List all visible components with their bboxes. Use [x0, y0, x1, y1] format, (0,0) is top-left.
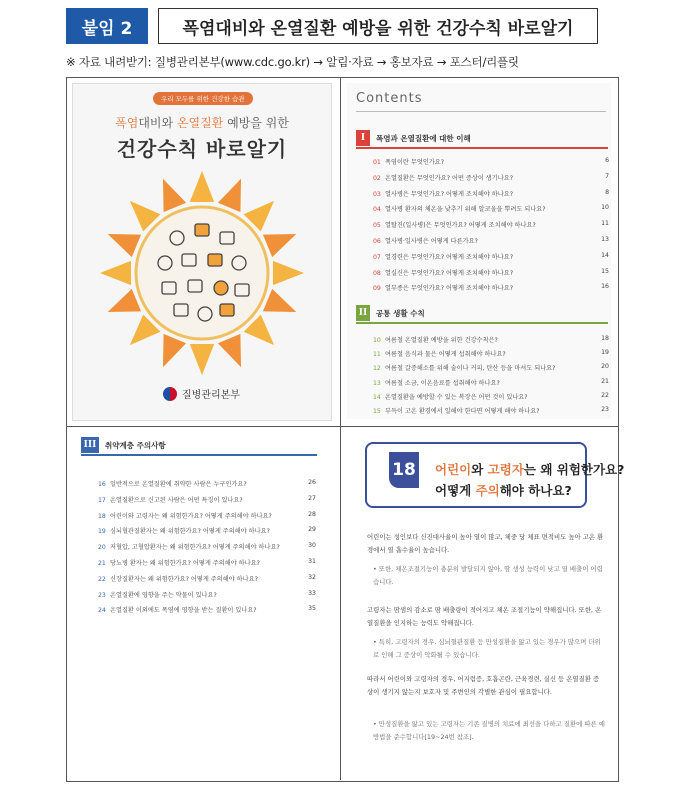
- toc-item: [98, 590, 334, 599]
- section3-label: 취약계층 주의사항: [105, 440, 166, 450]
- toc-item-number: 03: [373, 190, 381, 198]
- toc-item-page: 30: [308, 542, 316, 550]
- toc-item-title: 폭염이란 무엇인가요?: [385, 159, 445, 166]
- question-line1: [435, 460, 624, 478]
- toc-item-title: 여름철 온열질환 예방을 위한 건강수칙은?: [385, 337, 498, 344]
- toc-item-title: 열사병 환자의 체온을 낮추기 위해 알코올을 뿌려도 되나요?: [385, 206, 546, 214]
- section2-label: 공통 생활 수칙: [376, 308, 425, 318]
- toc-item-title: 열경련은 무엇인가요? 어떻게 조치해야 하나요?: [385, 253, 513, 261]
- toc-item-page: 18: [601, 335, 609, 342]
- toc-item-title: 온열질환을 예방할 수 있는 복장은 어떤 것이 있나요?: [385, 393, 528, 401]
- toc-item: [373, 157, 609, 166]
- q-caution: 주의: [475, 483, 500, 498]
- section1-label: 폭염과 온열질환에 대한 이해: [376, 133, 471, 143]
- toc-item: [373, 283, 609, 292]
- sun-ray: [163, 334, 186, 367]
- toc-item-number: 23: [98, 591, 106, 599]
- toc-item-title: 어린이와 고령자는 왜 위험한가요? 어떻게 주의해야 하나요?: [110, 512, 272, 520]
- cover-sub-plain2: 예방을 위한: [223, 116, 289, 130]
- toc-item-title: 여름철 음식과 물은 어떻게 섭취해야 하나요?: [385, 351, 506, 359]
- toc-item: [373, 189, 609, 198]
- toc-item-number: 17: [98, 496, 106, 504]
- toc-item-title: 저혈압, 고혈압환자는 왜 위험한가요? 어떻게 주의해야 하나요?: [110, 544, 280, 552]
- sun-ray: [263, 234, 296, 257]
- toc-item-title: 온열질환은 무엇인가요? 어떤 증상이 생기나요?: [385, 174, 513, 182]
- toc-item-title: 일반적으로 온열질환에 취약한 사람은 누구인가요?: [110, 481, 247, 488]
- toc-item-page: 6: [605, 157, 609, 164]
- toc-item-page: 32: [308, 573, 316, 581]
- toc-item-number: 04: [373, 206, 381, 214]
- paragraph-2: • 또한, 체온조절기능이 충분히 발달되지 않아, 땀 생성 능력이 낮고 열 배출이 어렵습니다.: [373, 565, 603, 586]
- horizontal-divider: [66, 426, 618, 427]
- toc-item: [373, 220, 609, 229]
- contents-page-2: [72, 432, 334, 615]
- sun-ray: [273, 261, 304, 285]
- toc-item-title: 열실신은 무엇인가요? 어떻게 조치해야 하나요?: [385, 269, 513, 277]
- toc-item-page: 23: [601, 406, 609, 413]
- toc-item: [98, 479, 334, 488]
- toc-item: [98, 574, 334, 583]
- toc-item-number: 12: [373, 365, 381, 373]
- toc-item-title: 온열질환 이외에도 폭염에 영향을 받는 질환이 있나요?: [110, 607, 257, 615]
- question-line2: [435, 481, 572, 499]
- toc-item-title: 당뇨병 환자는 왜 위험한가요? 어떻게 주의해야 하나요?: [110, 560, 260, 567]
- toc-item-title: 신장질환자는 왜 위험한가요? 어떻게 주의해야 하나요?: [110, 575, 258, 583]
- cover-sub-plain1: 대비와: [138, 116, 177, 130]
- sun-illustration-icon: [97, 168, 307, 378]
- toc-item-page: 28: [308, 510, 316, 518]
- paragraph-4: • 특히, 고령자의 경우, 심뇌혈관질환 등 만성질환을 앓고 있는 경우가 많으며 더위로 인해 그 증상이 악화될 수 있습니다.: [373, 638, 601, 659]
- toc-item-title: 열사병은 무엇인가요? 어떻게 조치해야 하나요?: [385, 190, 513, 198]
- toc-item: [98, 558, 334, 567]
- detail-page: [347, 432, 625, 774]
- toc-item-number: 07: [373, 253, 381, 261]
- toc-item-page: 27: [308, 494, 316, 502]
- cover-pill: 우리 모두를 위한 건강한 습관: [153, 92, 253, 105]
- toc-item-number: 16: [98, 481, 106, 488]
- sun-ray: [108, 234, 141, 257]
- download-path: ※ 자료 내려받기: 질병관리본부(www.cdc.go.kr) → 알림·자료 → 홍보자료 → 포스터/리플릿: [66, 55, 519, 69]
- toc-item: [373, 236, 609, 245]
- toc-item-title: 열부종은 무엇인가요? 어떻게 조치해야 하나요?: [385, 285, 513, 293]
- toc-item-number: 13: [373, 379, 381, 387]
- toc-item-page: 33: [308, 589, 316, 597]
- section2-heading: [356, 305, 425, 321]
- q-elderly: 고령자: [487, 462, 524, 477]
- toc-item-title: 온열질환으로 신고된 사람은 어떤 특징이 있나요?: [110, 496, 243, 504]
- q-children: 어린이: [435, 462, 472, 477]
- sun-ray: [108, 289, 141, 312]
- contents-rule: [356, 111, 606, 112]
- kcdc-logo-icon: [163, 387, 177, 401]
- toc-item-page: 13: [601, 236, 609, 243]
- toc-item: [373, 406, 609, 415]
- toc-item-number: 18: [98, 512, 106, 520]
- summer-item-doodle: [195, 224, 209, 236]
- toc-item-number: 06: [373, 238, 381, 245]
- toc-item-page: 16: [601, 283, 609, 291]
- toc-item-page: 26: [308, 479, 316, 486]
- paragraph-5: 따라서 어린이와 고령자의 경우, 어지럼증, 호흡곤란, 근육경련, 실신 등 온열질환 증상이 생기지 않는지 보호자 및 주변인의 각별한 관심이 필요합니다.: [367, 675, 600, 696]
- toc-item: [98, 511, 334, 520]
- page-header: [66, 8, 598, 44]
- toc-item-page: 35: [308, 605, 316, 613]
- toc-item: [98, 605, 334, 614]
- toc-item-page: 20: [601, 363, 609, 371]
- toc-item-number: 05: [373, 222, 381, 230]
- question-number: 18: [389, 452, 419, 488]
- toc-item: [98, 542, 334, 551]
- toc-item: [373, 378, 609, 387]
- toc-item-page: 10: [601, 204, 609, 212]
- summer-item-doodle: [220, 304, 234, 316]
- sun-ray: [100, 261, 131, 285]
- toc-item-title: 심뇌혈관질환자는 왜 위험한가요? 어떻게 주의해야 하나요?: [110, 528, 270, 536]
- paragraph-6: • 만성질환을 앓고 있는 고령자는 기존 질병의 치료에 최선을 다하고 질환에 따른 예방법을 준수합니다[19~24번 참조].: [373, 720, 605, 741]
- summer-item-doodle: [208, 254, 222, 266]
- toc-item-title: 여름철 소금, 이온음료를 섭취해야 하나요?: [385, 379, 500, 387]
- section2-num: II: [356, 305, 370, 321]
- toc-item: [373, 204, 609, 213]
- sun-ray: [190, 171, 214, 202]
- cover-org: [163, 386, 240, 401]
- toc-item: [373, 392, 609, 401]
- paragraph-3: 고령자는 땀샘의 감소로 땀 배출량이 적어지고 체온 조절기능이 약해집니다. 또한, 온열질환을 인지하는 능력도 약해집니다.: [367, 606, 602, 627]
- toc-item-page: 21: [601, 377, 609, 385]
- q-how: 어떻게: [435, 483, 476, 498]
- sun-ray: [218, 334, 241, 367]
- toc-item-number: 21: [98, 560, 106, 567]
- toc-item-number: 08: [373, 269, 381, 277]
- toc-item-page: 8: [605, 188, 609, 196]
- contents-title: Contents: [356, 91, 423, 106]
- toc-item-number: 11: [373, 351, 381, 359]
- attachment-badge: 붙임 2: [66, 8, 148, 44]
- cover-org-name: 질병관리본부: [182, 390, 240, 401]
- toc-item-page: 11: [601, 220, 609, 228]
- sun-ray: [218, 179, 241, 212]
- section1-num: I: [356, 130, 370, 146]
- toc-item-number: 01: [373, 159, 381, 166]
- summer-item-doodle: [214, 281, 228, 295]
- toc-item-number: 24: [98, 607, 106, 615]
- toc-item-number: 09: [373, 285, 381, 293]
- booklet-cover: [72, 83, 332, 421]
- cover-sub-illness: 온열질환: [176, 116, 224, 130]
- toc-item: [373, 173, 609, 182]
- cover-subtitle: [73, 114, 331, 131]
- toc-item-number: 10: [373, 337, 381, 344]
- toc-item-number: 02: [373, 174, 381, 182]
- toc-item: [373, 349, 609, 358]
- toc-item-page: 15: [601, 267, 609, 275]
- q-and: 와: [471, 462, 488, 477]
- toc-item: [373, 252, 609, 261]
- toc-item-number: 19: [98, 528, 106, 536]
- toc-item: [373, 268, 609, 277]
- sun-ray: [190, 344, 214, 375]
- toc-item-number: 20: [98, 544, 106, 552]
- sun-ray: [263, 289, 296, 312]
- toc-item-page: 31: [308, 558, 316, 565]
- toc-item-title: 열탈진(일사병)은 무엇인가요? 어떻게 조치해야 하나요?: [385, 222, 536, 230]
- toc-item-title: 부득이 고온 환경에서 일해야 한다면 어떻게 해야 하나요?: [385, 408, 540, 415]
- toc-item-page: 7: [605, 172, 609, 180]
- toc-item: [373, 363, 609, 372]
- vertical-divider: [340, 77, 341, 780]
- toc-item: [373, 335, 609, 344]
- cover-title: 건강수칙 바로알기: [116, 137, 288, 161]
- toc-item-number: 22: [98, 575, 106, 583]
- paragraph-1: 어린이는 성인보다 신진대사율이 높아 열이 많고, 체중 당 체표 면적비도 높아 고온 환경에서 열 흡수율이 높습니다.: [367, 533, 604, 554]
- toc-item-page: 22: [601, 391, 609, 399]
- toc-item-number: 15: [373, 408, 381, 415]
- q-should: 해야 하나요?: [499, 483, 572, 498]
- section3-heading: [81, 437, 166, 453]
- q-why: 는 왜 위험한가요?: [523, 462, 625, 477]
- toc-item-number: 14: [373, 393, 381, 401]
- sun-ray: [163, 179, 186, 212]
- toc-item-page: 29: [308, 526, 316, 534]
- toc-item-title: 온열질환에 영향을 주는 약물이 있나요?: [110, 591, 217, 599]
- toc-item-page: 14: [601, 251, 609, 259]
- contents-page: [347, 83, 611, 419]
- toc-item: [98, 526, 334, 535]
- cover-sub-heat: 폭염: [115, 116, 139, 130]
- toc-item-title: 여름철 갈증해소를 위해 술이나 커피, 탄산 등을 마셔도 되나요?: [385, 365, 556, 373]
- toc-item-title: 열사병·일사병은 어떻게 다른가요?: [385, 238, 478, 245]
- page-title: 폭염대비와 온열질환 예방을 위한 건강수칙 바로알기: [158, 8, 598, 44]
- toc-item-page: 19: [601, 349, 609, 357]
- section3-num: III: [81, 437, 99, 453]
- question-box: [365, 442, 625, 508]
- section1-heading: [356, 130, 471, 146]
- toc-item: [98, 495, 334, 504]
